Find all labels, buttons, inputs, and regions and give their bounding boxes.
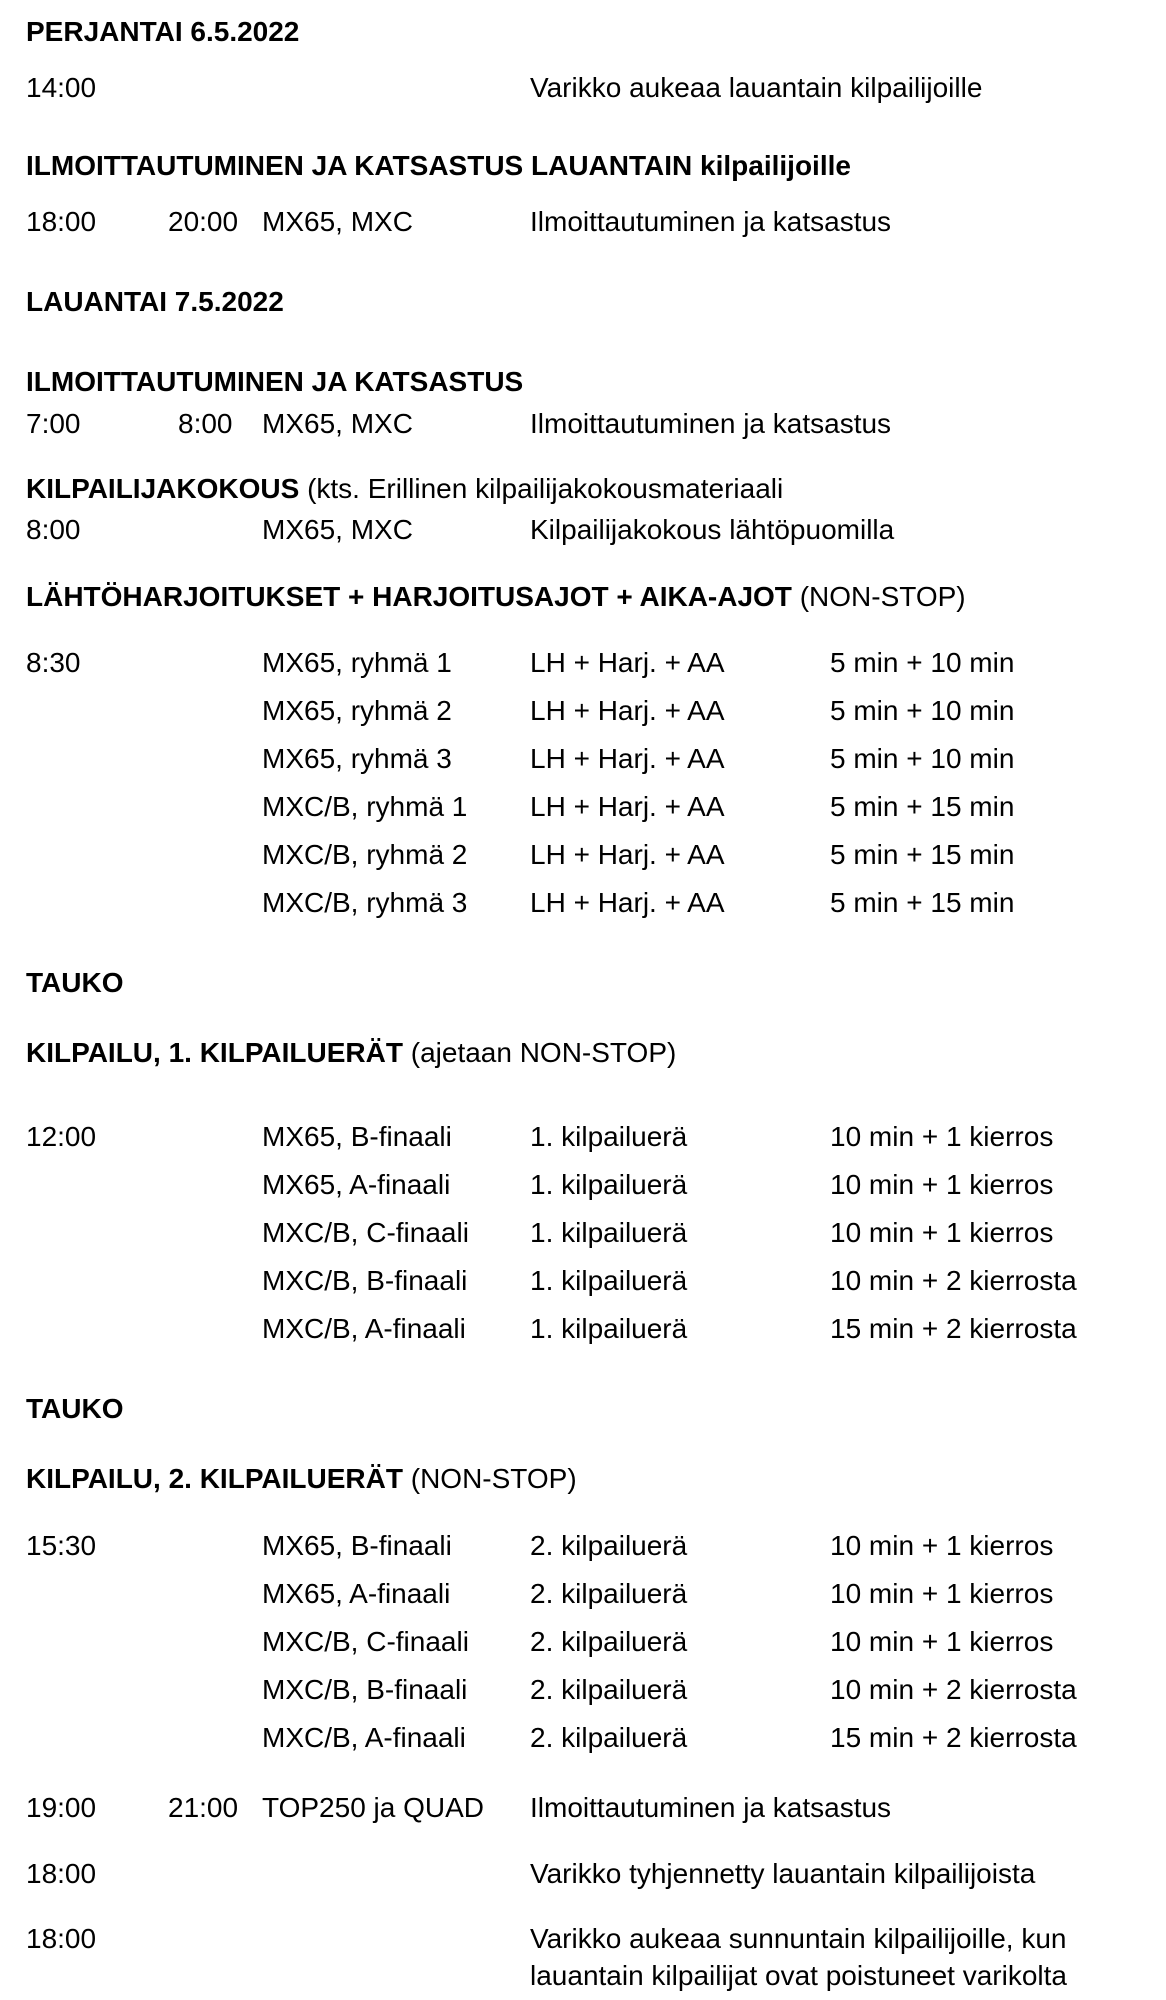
registration-saturday-row: [0, 202, 1166, 242]
duration-cell: 5 min + 15 min: [830, 839, 1015, 870]
duration-cell: 10 min + 2 kierrosta: [830, 1265, 1077, 1296]
class-cell: MXC/B, A-finaali: [262, 1313, 466, 1344]
event-cell: 2. kilpailuerä: [530, 1674, 688, 1705]
table-row: [0, 1309, 1166, 1349]
break-heading: TAUKO: [26, 967, 124, 998]
table-row: [0, 787, 1166, 827]
event-cell: 1. kilpailuerä: [530, 1169, 688, 1200]
class-cell: MXC/B, B-finaali: [262, 1265, 468, 1296]
event-cell: 1. kilpailuerä: [530, 1313, 688, 1344]
event-cell: Ilmoittautuminen ja katsastus: [530, 1792, 892, 1823]
table-row: [0, 1622, 1166, 1662]
duration-cell: 5 min + 10 min: [830, 695, 1015, 726]
event-cell: Varikko aukeaa lauantain kilpailijoille: [530, 72, 983, 103]
table-row: [0, 883, 1166, 923]
class-cell: MX65, ryhmä 3: [262, 743, 452, 774]
table-row: [0, 1670, 1166, 1710]
event-cell: 1. kilpailuerä: [530, 1217, 688, 1248]
pit-clear-row: [0, 1854, 1166, 1894]
time-cell: 8:30: [26, 647, 81, 678]
class-cell: MX65, ryhmä 1: [262, 647, 452, 678]
duration-cell: 10 min + 1 kierros: [830, 1626, 1054, 1657]
event-cell: Kilpailijakokous lähtöpuomilla: [530, 514, 895, 545]
class-cell: MXC/B, C-finaali: [262, 1626, 469, 1657]
duration-cell: 10 min + 1 kierros: [830, 1578, 1054, 1609]
event-cell: 2. kilpailuerä: [530, 1530, 688, 1561]
time-cell: 15:30: [26, 1530, 97, 1561]
event-cell: 1. kilpailuerä: [530, 1265, 688, 1296]
class-cell: MXC/B, B-finaali: [262, 1674, 468, 1705]
table-row: [0, 1718, 1166, 1758]
race-2-heading: KILPAILU, 2. KILPAILUERÄT (NON-STOP): [26, 1463, 577, 1494]
event-cell: LH + Harj. + AA: [530, 791, 725, 822]
race-1-heading: KILPAILU, 1. KILPAILUERÄT (ajetaan NON-STOP): [26, 1037, 677, 1068]
table-row: [0, 1574, 1166, 1614]
registration-saturday-heading: ILMOITTAUTUMINEN JA KATSASTUS LAUANTAIN kilpailijoille: [26, 150, 851, 181]
class-cell: MX65, B-finaali: [262, 1530, 452, 1561]
class-cell: MXC/B, ryhmä 1: [262, 791, 468, 822]
duration-cell: 15 min + 2 kierrosta: [830, 1313, 1077, 1344]
registration-sunday-row: [0, 1788, 1166, 1828]
end-time-cell: 21:00: [168, 1792, 239, 1823]
event-cell: 2. kilpailuerä: [530, 1626, 688, 1657]
class-cell: MXC/B, A-finaali: [262, 1722, 466, 1753]
day-saturday-heading: LAUANTAI 7.5.2022: [26, 286, 284, 317]
end-time-cell: 8:00: [178, 408, 233, 439]
class-cell: TOP250 ja QUAD: [262, 1792, 485, 1823]
duration-cell: 5 min + 10 min: [830, 743, 1015, 774]
table-row: [0, 1117, 1166, 1157]
start-time-cell: 19:00: [26, 1792, 97, 1823]
table-row: [0, 835, 1166, 875]
event-cell: Ilmoittautuminen ja katsastus: [530, 206, 892, 237]
event-cell: Varikko aukeaa sunnuntain kilpailijoille, kun: [530, 1923, 1067, 1954]
event-cell: 1. kilpailuerä: [530, 1121, 688, 1152]
duration-cell: 10 min + 1 kierros: [830, 1169, 1054, 1200]
time-cell: 8:00: [26, 514, 81, 545]
table-row: [0, 691, 1166, 731]
time-cell: 18:00: [26, 1923, 97, 1954]
class-cell: MX65, MXC: [262, 408, 413, 439]
duration-cell: 10 min + 1 kierros: [830, 1217, 1054, 1248]
end-time-cell: 20:00: [168, 206, 239, 237]
rider-meeting-heading: KILPAILIJAKOKOUS (kts. Erillinen kilpailijakokousmateriaali: [26, 473, 784, 504]
event-cell: LH + Harj. + AA: [530, 887, 725, 918]
duration-cell: 5 min + 15 min: [830, 791, 1015, 822]
event-cell: 2. kilpailuerä: [530, 1578, 688, 1609]
class-cell: MXC/B, ryhmä 2: [262, 839, 468, 870]
duration-cell: 10 min + 1 kierros: [830, 1121, 1054, 1152]
start-time-cell: 18:00: [26, 206, 97, 237]
event-cell: lauantain kilpailijat ovat poistuneet varikolta: [530, 1960, 1067, 1991]
event-cell: LH + Harj. + AA: [530, 743, 725, 774]
table-row: [0, 739, 1166, 779]
table-row: [0, 1261, 1166, 1301]
table-row: [0, 1165, 1166, 1205]
duration-cell: 10 min + 2 kierrosta: [830, 1674, 1077, 1705]
class-cell: MX65, A-finaali: [262, 1169, 451, 1200]
pit-open-sunday-row: [0, 1919, 1166, 1959]
event-cell: LH + Harj. + AA: [530, 695, 725, 726]
table-row: [0, 1213, 1166, 1253]
event-cell: Varikko tyhjennetty lauantain kilpailijoista: [530, 1858, 1036, 1889]
start-time-cell: 7:00: [26, 408, 81, 439]
duration-cell: 10 min + 1 kierros: [830, 1530, 1054, 1561]
registration-row: [0, 404, 1166, 444]
class-cell: MX65, A-finaali: [262, 1578, 451, 1609]
duration-cell: 5 min + 10 min: [830, 647, 1015, 678]
day-friday-heading: PERJANTAI 6.5.2022: [26, 16, 300, 47]
table-row: [0, 643, 1166, 683]
class-cell: MX65, B-finaali: [262, 1121, 452, 1152]
practice-heading: LÄHTÖHARJOITUKSET + HARJOITUSAJOT + AIKA-AJOT (NON-STOP): [26, 581, 966, 612]
table-row: [0, 1526, 1166, 1566]
event-cell: LH + Harj. + AA: [530, 839, 725, 870]
class-cell: MX65, MXC: [262, 206, 413, 237]
time-cell: 12:00: [26, 1121, 97, 1152]
event-cell: 2. kilpailuerä: [530, 1722, 688, 1753]
rider-meeting-row: [0, 510, 1166, 550]
event-cell: Ilmoittautuminen ja katsastus: [530, 408, 892, 439]
pit-open-sunday-row-continued: [0, 1956, 1166, 1996]
class-cell: MX65, MXC: [262, 514, 413, 545]
time-cell: 18:00: [26, 1858, 97, 1889]
class-cell: MXC/B, ryhmä 3: [262, 887, 468, 918]
duration-cell: 15 min + 2 kierrosta: [830, 1722, 1077, 1753]
class-cell: MXC/B, C-finaali: [262, 1217, 469, 1248]
class-cell: MX65, ryhmä 2: [262, 695, 452, 726]
time-cell: 14:00: [26, 72, 97, 103]
registration-heading: ILMOITTAUTUMINEN JA KATSASTUS: [26, 366, 524, 397]
pit-open-row: [0, 68, 1166, 108]
duration-cell: 5 min + 15 min: [830, 887, 1015, 918]
event-cell: LH + Harj. + AA: [530, 647, 725, 678]
break-heading: TAUKO: [26, 1393, 124, 1424]
